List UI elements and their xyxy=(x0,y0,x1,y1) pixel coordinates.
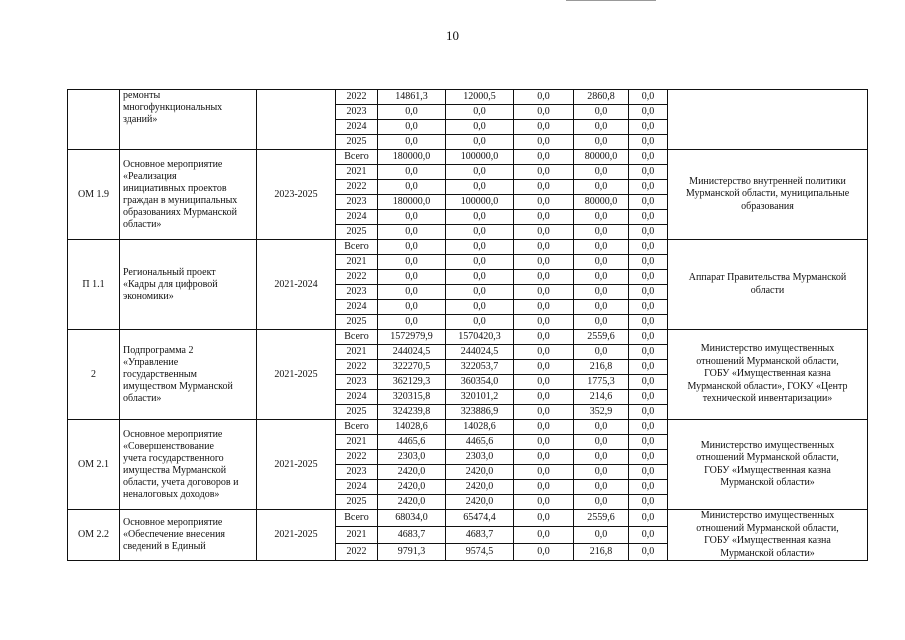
amount-cell-2: 0,0 xyxy=(446,120,514,135)
amount-cell-5: 0,0 xyxy=(629,360,668,375)
amount-cell-2: 322053,7 xyxy=(446,360,514,375)
amount-cell-4: 0,0 xyxy=(574,345,629,360)
year-cell: 2022 xyxy=(336,450,378,465)
amount-cell-3: 0,0 xyxy=(514,270,574,285)
period: 2023-2025 xyxy=(257,150,336,240)
responsible-executor: Министерство имущественных отношений Мурманской области, ГОБУ «Имущественная казна Мурманской области» xyxy=(668,510,868,561)
amount-cell-3: 0,0 xyxy=(514,495,574,510)
amount-cell-5: 0,0 xyxy=(629,405,668,420)
measure-name: Подпрограмма 2 «Управление государственным имуществом Мурманской области» xyxy=(120,330,257,420)
measure-name: Основное мероприятие «Совершенствование учета государственного имущества Мурманской области, учета договоров и неналоговых доходов» xyxy=(120,420,257,510)
table-row xyxy=(68,90,868,105)
amount-cell-5: 0,0 xyxy=(629,345,668,360)
amount-cell-1: 9791,3 xyxy=(378,544,446,561)
amount-cell-2: 4465,6 xyxy=(446,435,514,450)
period: 2021-2025 xyxy=(257,510,336,561)
amount-cell-5: 0,0 xyxy=(629,495,668,510)
amount-cell-1: 2303,0 xyxy=(378,450,446,465)
amount-cell-1: 0,0 xyxy=(378,180,446,195)
amount-cell-1: 68034,0 xyxy=(378,510,446,527)
amount-cell-5: 0,0 xyxy=(629,240,668,255)
amount-cell-1: 0,0 xyxy=(378,105,446,120)
amount-cell-5: 0,0 xyxy=(629,255,668,270)
amount-cell-3: 0,0 xyxy=(514,527,574,544)
year-cell: Всего xyxy=(336,420,378,435)
amount-cell-2: 0,0 xyxy=(446,105,514,120)
year-cell: 2025 xyxy=(336,495,378,510)
amount-cell-3: 0,0 xyxy=(514,375,574,390)
amount-cell-4: 214,6 xyxy=(574,390,629,405)
amount-cell-2: 100000,0 xyxy=(446,195,514,210)
amount-cell-4: 216,8 xyxy=(574,360,629,375)
amount-cell-1: 0,0 xyxy=(378,270,446,285)
measure-code: П 1.1 xyxy=(68,240,120,330)
amount-cell-4: 0,0 xyxy=(574,210,629,225)
table-row xyxy=(68,510,868,527)
amount-cell-4: 0,0 xyxy=(574,300,629,315)
year-cell: Всего xyxy=(336,150,378,165)
year-cell: 2022 xyxy=(336,270,378,285)
amount-cell-4: 0,0 xyxy=(574,225,629,240)
amount-cell-1: 14861,3 xyxy=(378,90,446,105)
responsible-executor: Министерство имущественных отношений Мурманской области, ГОБУ «Имущественная казна Мурманской области» xyxy=(668,420,868,510)
amount-cell-5: 0,0 xyxy=(629,465,668,480)
amount-cell-3: 0,0 xyxy=(514,135,574,150)
year-cell: 2021 xyxy=(336,345,378,360)
amount-cell-3: 0,0 xyxy=(514,210,574,225)
amount-cell-1: 0,0 xyxy=(378,240,446,255)
measure-code xyxy=(68,90,120,150)
amount-cell-5: 0,0 xyxy=(629,210,668,225)
amount-cell-5: 0,0 xyxy=(629,165,668,180)
budget-table xyxy=(67,89,868,561)
amount-cell-5: 0,0 xyxy=(629,285,668,300)
amount-cell-5: 0,0 xyxy=(629,510,668,527)
amount-cell-4: 0,0 xyxy=(574,105,629,120)
page-number: 10 xyxy=(446,28,459,43)
amount-cell-1: 1572979,9 xyxy=(378,330,446,345)
amount-cell-1: 2420,0 xyxy=(378,495,446,510)
amount-cell-4: 0,0 xyxy=(574,240,629,255)
amount-cell-1: 0,0 xyxy=(378,210,446,225)
amount-cell-3: 0,0 xyxy=(514,390,574,405)
amount-cell-3: 0,0 xyxy=(514,315,574,330)
amount-cell-4: 2559,6 xyxy=(574,330,629,345)
amount-cell-1: 0,0 xyxy=(378,135,446,150)
amount-cell-1: 322270,5 xyxy=(378,360,446,375)
top-rule xyxy=(566,0,656,1)
amount-cell-4: 0,0 xyxy=(574,135,629,150)
period: 2021-2025 xyxy=(257,420,336,510)
amount-cell-1: 0,0 xyxy=(378,315,446,330)
period: 2021-2025 xyxy=(257,330,336,420)
amount-cell-5: 0,0 xyxy=(629,435,668,450)
amount-cell-5: 0,0 xyxy=(629,390,668,405)
amount-cell-1: 0,0 xyxy=(378,225,446,240)
amount-cell-2: 0,0 xyxy=(446,165,514,180)
amount-cell-2: 2303,0 xyxy=(446,450,514,465)
amount-cell-4: 0,0 xyxy=(574,180,629,195)
measure-name: ремонты многофункциональных зданий» xyxy=(120,90,257,150)
amount-cell-2: 0,0 xyxy=(446,135,514,150)
amount-cell-2: 100000,0 xyxy=(446,150,514,165)
year-cell: 2024 xyxy=(336,300,378,315)
amount-cell-5: 0,0 xyxy=(629,330,668,345)
amount-cell-1: 14028,6 xyxy=(378,420,446,435)
amount-cell-4: 0,0 xyxy=(574,255,629,270)
amount-cell-2: 0,0 xyxy=(446,315,514,330)
amount-cell-1: 0,0 xyxy=(378,165,446,180)
responsible-executor: Аппарат Правительства Мурманской области xyxy=(668,240,868,330)
amount-cell-2: 323886,9 xyxy=(446,405,514,420)
measure-name: Основное мероприятие «Обеспечение внесения сведений в Единый xyxy=(120,510,257,561)
amount-cell-3: 0,0 xyxy=(514,105,574,120)
amount-cell-5: 0,0 xyxy=(629,300,668,315)
year-cell: 2024 xyxy=(336,120,378,135)
amount-cell-3: 0,0 xyxy=(514,240,574,255)
measure-code: 2 xyxy=(68,330,120,420)
amount-cell-4: 80000,0 xyxy=(574,195,629,210)
amount-cell-4: 216,8 xyxy=(574,544,629,561)
year-cell: 2021 xyxy=(336,435,378,450)
amount-cell-3: 0,0 xyxy=(514,180,574,195)
amount-cell-3: 0,0 xyxy=(514,420,574,435)
amount-cell-4: 0,0 xyxy=(574,270,629,285)
amount-cell-2: 12000,5 xyxy=(446,90,514,105)
amount-cell-4: 2559,6 xyxy=(574,510,629,527)
table-body xyxy=(68,90,868,561)
amount-cell-4: 2860,8 xyxy=(574,90,629,105)
amount-cell-5: 0,0 xyxy=(629,135,668,150)
measure-code: ОМ 2.1 xyxy=(68,420,120,510)
period xyxy=(257,90,336,150)
amount-cell-2: 0,0 xyxy=(446,210,514,225)
year-cell: 2022 xyxy=(336,90,378,105)
amount-cell-3: 0,0 xyxy=(514,285,574,300)
amount-cell-1: 0,0 xyxy=(378,300,446,315)
responsible-executor: Министерство имущественных отношений Мурманской области, ГОБУ «Имущественная казна Мурманской области», ГОКУ «Центр технической инвентаризации» xyxy=(668,330,868,420)
amount-cell-1: 180000,0 xyxy=(378,195,446,210)
amount-cell-5: 0,0 xyxy=(629,195,668,210)
amount-cell-3: 0,0 xyxy=(514,300,574,315)
year-cell: 2025 xyxy=(336,135,378,150)
year-cell: 2024 xyxy=(336,210,378,225)
amount-cell-3: 0,0 xyxy=(514,330,574,345)
amount-cell-1: 320315,8 xyxy=(378,390,446,405)
amount-cell-4: 352,9 xyxy=(574,405,629,420)
amount-cell-5: 0,0 xyxy=(629,105,668,120)
amount-cell-3: 0,0 xyxy=(514,225,574,240)
amount-cell-1: 2420,0 xyxy=(378,465,446,480)
amount-cell-3: 0,0 xyxy=(514,90,574,105)
amount-cell-3: 0,0 xyxy=(514,195,574,210)
amount-cell-5: 0,0 xyxy=(629,150,668,165)
amount-cell-2: 1570420,3 xyxy=(446,330,514,345)
year-cell: 2023 xyxy=(336,375,378,390)
period: 2021-2024 xyxy=(257,240,336,330)
amount-cell-3: 0,0 xyxy=(514,465,574,480)
amount-cell-4: 0,0 xyxy=(574,285,629,300)
amount-cell-5: 0,0 xyxy=(629,180,668,195)
amount-cell-3: 0,0 xyxy=(514,255,574,270)
amount-cell-3: 0,0 xyxy=(514,450,574,465)
amount-cell-2: 0,0 xyxy=(446,300,514,315)
responsible-executor: Министерство внутренней политики Мурманской области, муниципальные образования xyxy=(668,150,868,240)
amount-cell-2: 320101,2 xyxy=(446,390,514,405)
amount-cell-4: 0,0 xyxy=(574,527,629,544)
amount-cell-2: 2420,0 xyxy=(446,495,514,510)
amount-cell-2: 0,0 xyxy=(446,285,514,300)
year-cell: 2024 xyxy=(336,480,378,495)
amount-cell-1: 4683,7 xyxy=(378,527,446,544)
amount-cell-3: 0,0 xyxy=(514,480,574,495)
amount-cell-3: 0,0 xyxy=(514,150,574,165)
amount-cell-2: 360354,0 xyxy=(446,375,514,390)
year-cell: 2024 xyxy=(336,390,378,405)
amount-cell-2: 0,0 xyxy=(446,180,514,195)
amount-cell-5: 0,0 xyxy=(629,480,668,495)
year-cell: 2023 xyxy=(336,465,378,480)
amount-cell-1: 180000,0 xyxy=(378,150,446,165)
amount-cell-4: 1775,3 xyxy=(574,375,629,390)
amount-cell-2: 65474,4 xyxy=(446,510,514,527)
amount-cell-5: 0,0 xyxy=(629,544,668,561)
year-cell: Всего xyxy=(336,330,378,345)
amount-cell-2: 2420,0 xyxy=(446,465,514,480)
amount-cell-5: 0,0 xyxy=(629,527,668,544)
amount-cell-5: 0,0 xyxy=(629,450,668,465)
amount-cell-4: 80000,0 xyxy=(574,150,629,165)
year-cell: 2022 xyxy=(336,544,378,561)
table-row xyxy=(68,240,868,255)
amount-cell-4: 0,0 xyxy=(574,480,629,495)
amount-cell-2: 2420,0 xyxy=(446,480,514,495)
year-cell: 2021 xyxy=(336,165,378,180)
year-cell: 2022 xyxy=(336,180,378,195)
amount-cell-3: 0,0 xyxy=(514,435,574,450)
year-cell: 2025 xyxy=(336,405,378,420)
table-row xyxy=(68,420,868,435)
year-cell: 2021 xyxy=(336,255,378,270)
amount-cell-4: 0,0 xyxy=(574,450,629,465)
amount-cell-3: 0,0 xyxy=(514,510,574,527)
amount-cell-1: 0,0 xyxy=(378,285,446,300)
measure-name: Основное мероприятие «Реализация инициативных проектов граждан в муниципальных образованиях Мурманской области» xyxy=(120,150,257,240)
amount-cell-2: 9574,5 xyxy=(446,544,514,561)
amount-cell-2: 0,0 xyxy=(446,225,514,240)
amount-cell-4: 0,0 xyxy=(574,165,629,180)
amount-cell-5: 0,0 xyxy=(629,120,668,135)
year-cell: 2023 xyxy=(336,195,378,210)
amount-cell-5: 0,0 xyxy=(629,270,668,285)
amount-cell-1: 244024,5 xyxy=(378,345,446,360)
table-row xyxy=(68,330,868,345)
amount-cell-3: 0,0 xyxy=(514,165,574,180)
amount-cell-5: 0,0 xyxy=(629,90,668,105)
amount-cell-5: 0,0 xyxy=(629,420,668,435)
amount-cell-2: 4683,7 xyxy=(446,527,514,544)
amount-cell-4: 0,0 xyxy=(574,120,629,135)
responsible-executor xyxy=(668,90,868,150)
amount-cell-2: 14028,6 xyxy=(446,420,514,435)
amount-cell-5: 0,0 xyxy=(629,225,668,240)
amount-cell-2: 0,0 xyxy=(446,240,514,255)
amount-cell-4: 0,0 xyxy=(574,315,629,330)
amount-cell-3: 0,0 xyxy=(514,405,574,420)
amount-cell-1: 362129,3 xyxy=(378,375,446,390)
amount-cell-5: 0,0 xyxy=(629,315,668,330)
year-cell: Всего xyxy=(336,510,378,527)
amount-cell-1: 0,0 xyxy=(378,120,446,135)
amount-cell-2: 0,0 xyxy=(446,255,514,270)
amount-cell-3: 0,0 xyxy=(514,120,574,135)
year-cell: 2023 xyxy=(336,285,378,300)
measure-name: Региональный проект «Кадры для цифровой экономики» xyxy=(120,240,257,330)
amount-cell-2: 0,0 xyxy=(446,270,514,285)
amount-cell-4: 0,0 xyxy=(574,435,629,450)
year-cell: Всего xyxy=(336,240,378,255)
year-cell: 2022 xyxy=(336,360,378,375)
year-cell: 2025 xyxy=(336,315,378,330)
amount-cell-3: 0,0 xyxy=(514,360,574,375)
amount-cell-2: 244024,5 xyxy=(446,345,514,360)
year-cell: 2025 xyxy=(336,225,378,240)
measure-code: ОМ 1.9 xyxy=(68,150,120,240)
amount-cell-3: 0,0 xyxy=(514,345,574,360)
amount-cell-4: 0,0 xyxy=(574,420,629,435)
amount-cell-1: 2420,0 xyxy=(378,480,446,495)
amount-cell-1: 4465,6 xyxy=(378,435,446,450)
amount-cell-3: 0,0 xyxy=(514,544,574,561)
table-row xyxy=(68,150,868,165)
amount-cell-5: 0,0 xyxy=(629,375,668,390)
amount-cell-1: 324239,8 xyxy=(378,405,446,420)
measure-code: ОМ 2.2 xyxy=(68,510,120,561)
amount-cell-4: 0,0 xyxy=(574,465,629,480)
year-cell: 2021 xyxy=(336,527,378,544)
year-cell: 2023 xyxy=(336,105,378,120)
amount-cell-1: 0,0 xyxy=(378,255,446,270)
amount-cell-4: 0,0 xyxy=(574,495,629,510)
